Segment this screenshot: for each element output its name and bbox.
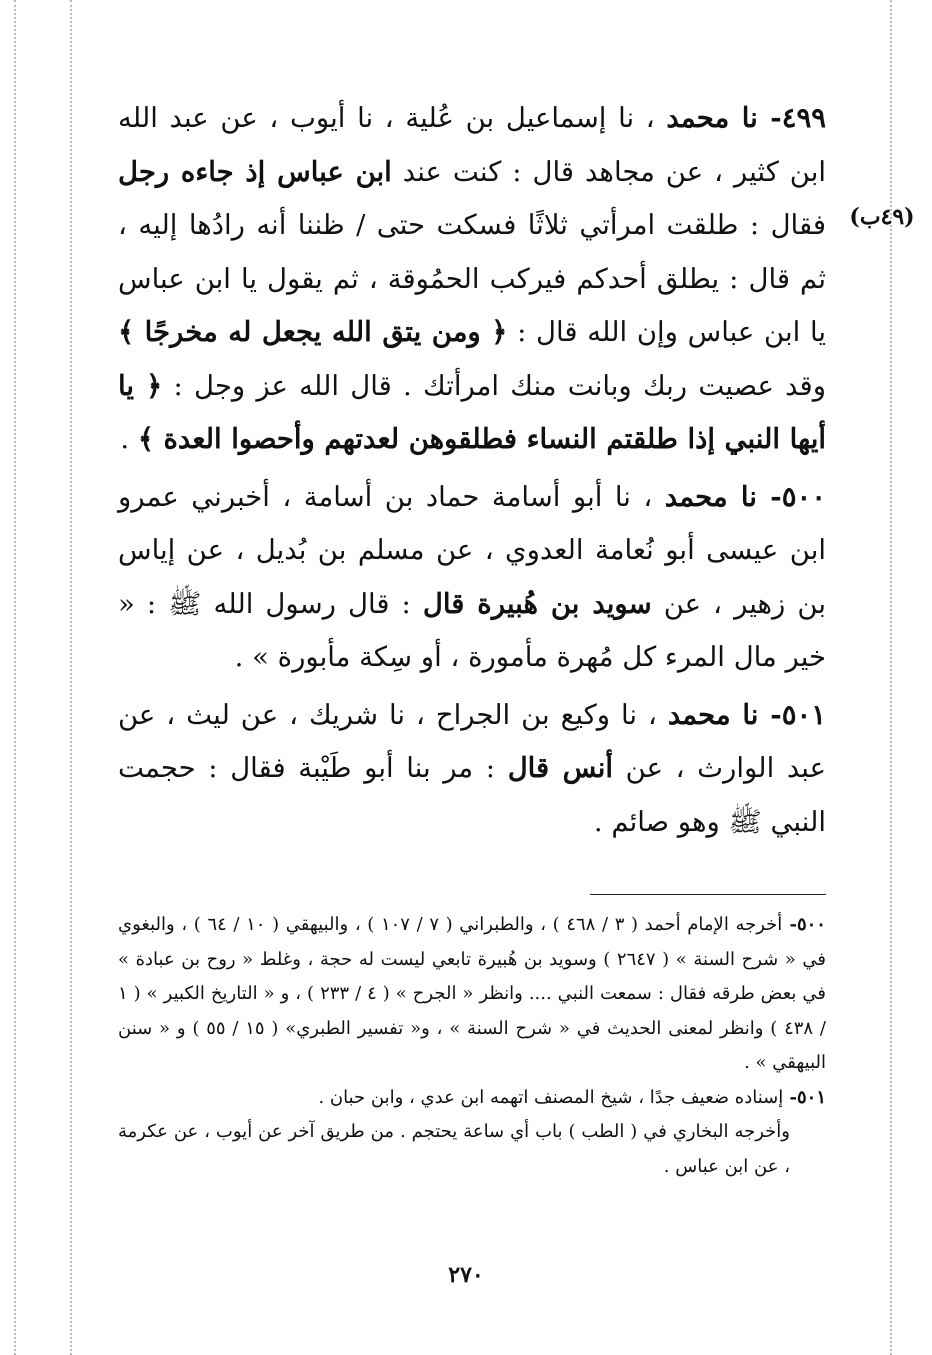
narrator-bold: نا محمد <box>667 698 759 731</box>
narrator-bold: سويد بن هُبيرة قال <box>422 587 652 620</box>
footnote-501-continued: وأخرجه البخاري في ( الطب ) باب أي ساعة يحتجم . من طريق آخر عن أيوب ، عن عكرمة ، عن ابن عباس . <box>118 1121 790 1177</box>
footnote-501 <box>118 1081 826 1116</box>
hadith-text: ، نا وكيع بن الجراح ، نا شريك ، عن ليث ، عن عبد الوارث ، عن <box>118 698 826 784</box>
hadith-text: فقال : طلقت امرأتي ثلاثًا فسكت حتى / ظننا أنه رادُها إليه ، ثم قال : يطلق أحدكم فيركب الحمُوقة ، ثم يقول يا ابن عباس يا ابن عباس وإن الله قال : <box>118 209 826 348</box>
narrator-bold: أنس قال <box>507 752 614 784</box>
quran-verse: ﴿ ومن يتق الله يجعل له مخرجًا ﴾ <box>118 316 508 348</box>
hadith-501 <box>118 689 826 850</box>
quran-verse: ﴿ يا أيها النبي إذا طلقتم النساء فطلقوهن لعدتهم وأحصوا العدة ﴾ <box>118 369 826 455</box>
hadith-text: ، نا أبو أسامة حماد بن أسامة ، أخبرني عمرو ابن عيسى أبو نُعامة العدوي ، عن مسلم بن بُديل ، عن إياس بن زهير ، عن <box>118 480 826 620</box>
hadith-500 <box>118 471 826 685</box>
hadith-499 <box>118 92 826 467</box>
hadith-text: . <box>120 423 138 455</box>
hadith-text: ، نا إسماعيل بن عُلية ، نا أيوب ، عن عبد الله ابن كثير ، عن مجاهد قال : كنت عند <box>118 102 827 188</box>
hadith-number: ٥٠١- <box>758 698 826 731</box>
footnote-separator <box>590 894 826 895</box>
footnote-500 <box>118 908 826 1081</box>
narrator-bold: نا محمد <box>666 102 758 134</box>
hadith-text: : قال رسول الله ﷺ : « خير مال المرء كل مُهرة مأمورة ، أو سِكة مأبورة » . <box>118 587 826 673</box>
scan-guide-line <box>70 0 72 1355</box>
narrator-bold: نا محمد <box>664 480 757 513</box>
footnote-text: إسناده ضعيف جدًا ، شيخ المصنف اتهمه ابن عدي ، وابن حبان . <box>318 1086 784 1108</box>
scan-guide-line <box>14 0 16 1355</box>
hadith-number: ٥٠٠- <box>756 480 826 513</box>
hadith-text: وقد عصيت ربك وبانت منك امرأتك . قال الله عز وجل : <box>162 369 826 402</box>
footnote-number: ٥٠٠- <box>782 914 826 935</box>
hadith-text: : مر بنا أبو طَيْبة فقال : حجمت النبي ﷺ وهو صائم . <box>118 752 826 838</box>
hadith-number: ٤٩٩- <box>757 102 826 134</box>
footnotes <box>118 908 826 1184</box>
narrator-bold: ابن عباس إذ جاءه رجل <box>118 155 392 188</box>
main-text <box>118 92 826 853</box>
footnote-text: أخرجه الإمام أحمد ( ٣ / ٤٦٨ ) ، والطبراني ( ٧ / ١٠٧ ) ، والبيهقي ( ١٠ / ٦٤ ) ، والبغوي في « شرح السنة » ( ٢٦٤٧ ) وسويد بن هُبيرة تابعي ليست له حجة ، وغلط « روح بن عبادة » في بعض طرقه فقال : سمعت النبي .... وانظر « الجرح » ( ٤ / ٢٣٣ ) ، و « التاريخ الكبير » ( ١ / ٤٣٨ ) وانظر لمعنى الحديث في « شرح السنة » ، و« تفسير الطبري» ( ١٥ / ٥٥ ) و « سنن البيهقي » . <box>118 914 827 1073</box>
footnote-number: ٥٠١- <box>783 1086 826 1108</box>
page-number: ٢٧٠ <box>448 1262 484 1288</box>
manuscript-folio-note: (٤٩ب) <box>849 204 915 230</box>
